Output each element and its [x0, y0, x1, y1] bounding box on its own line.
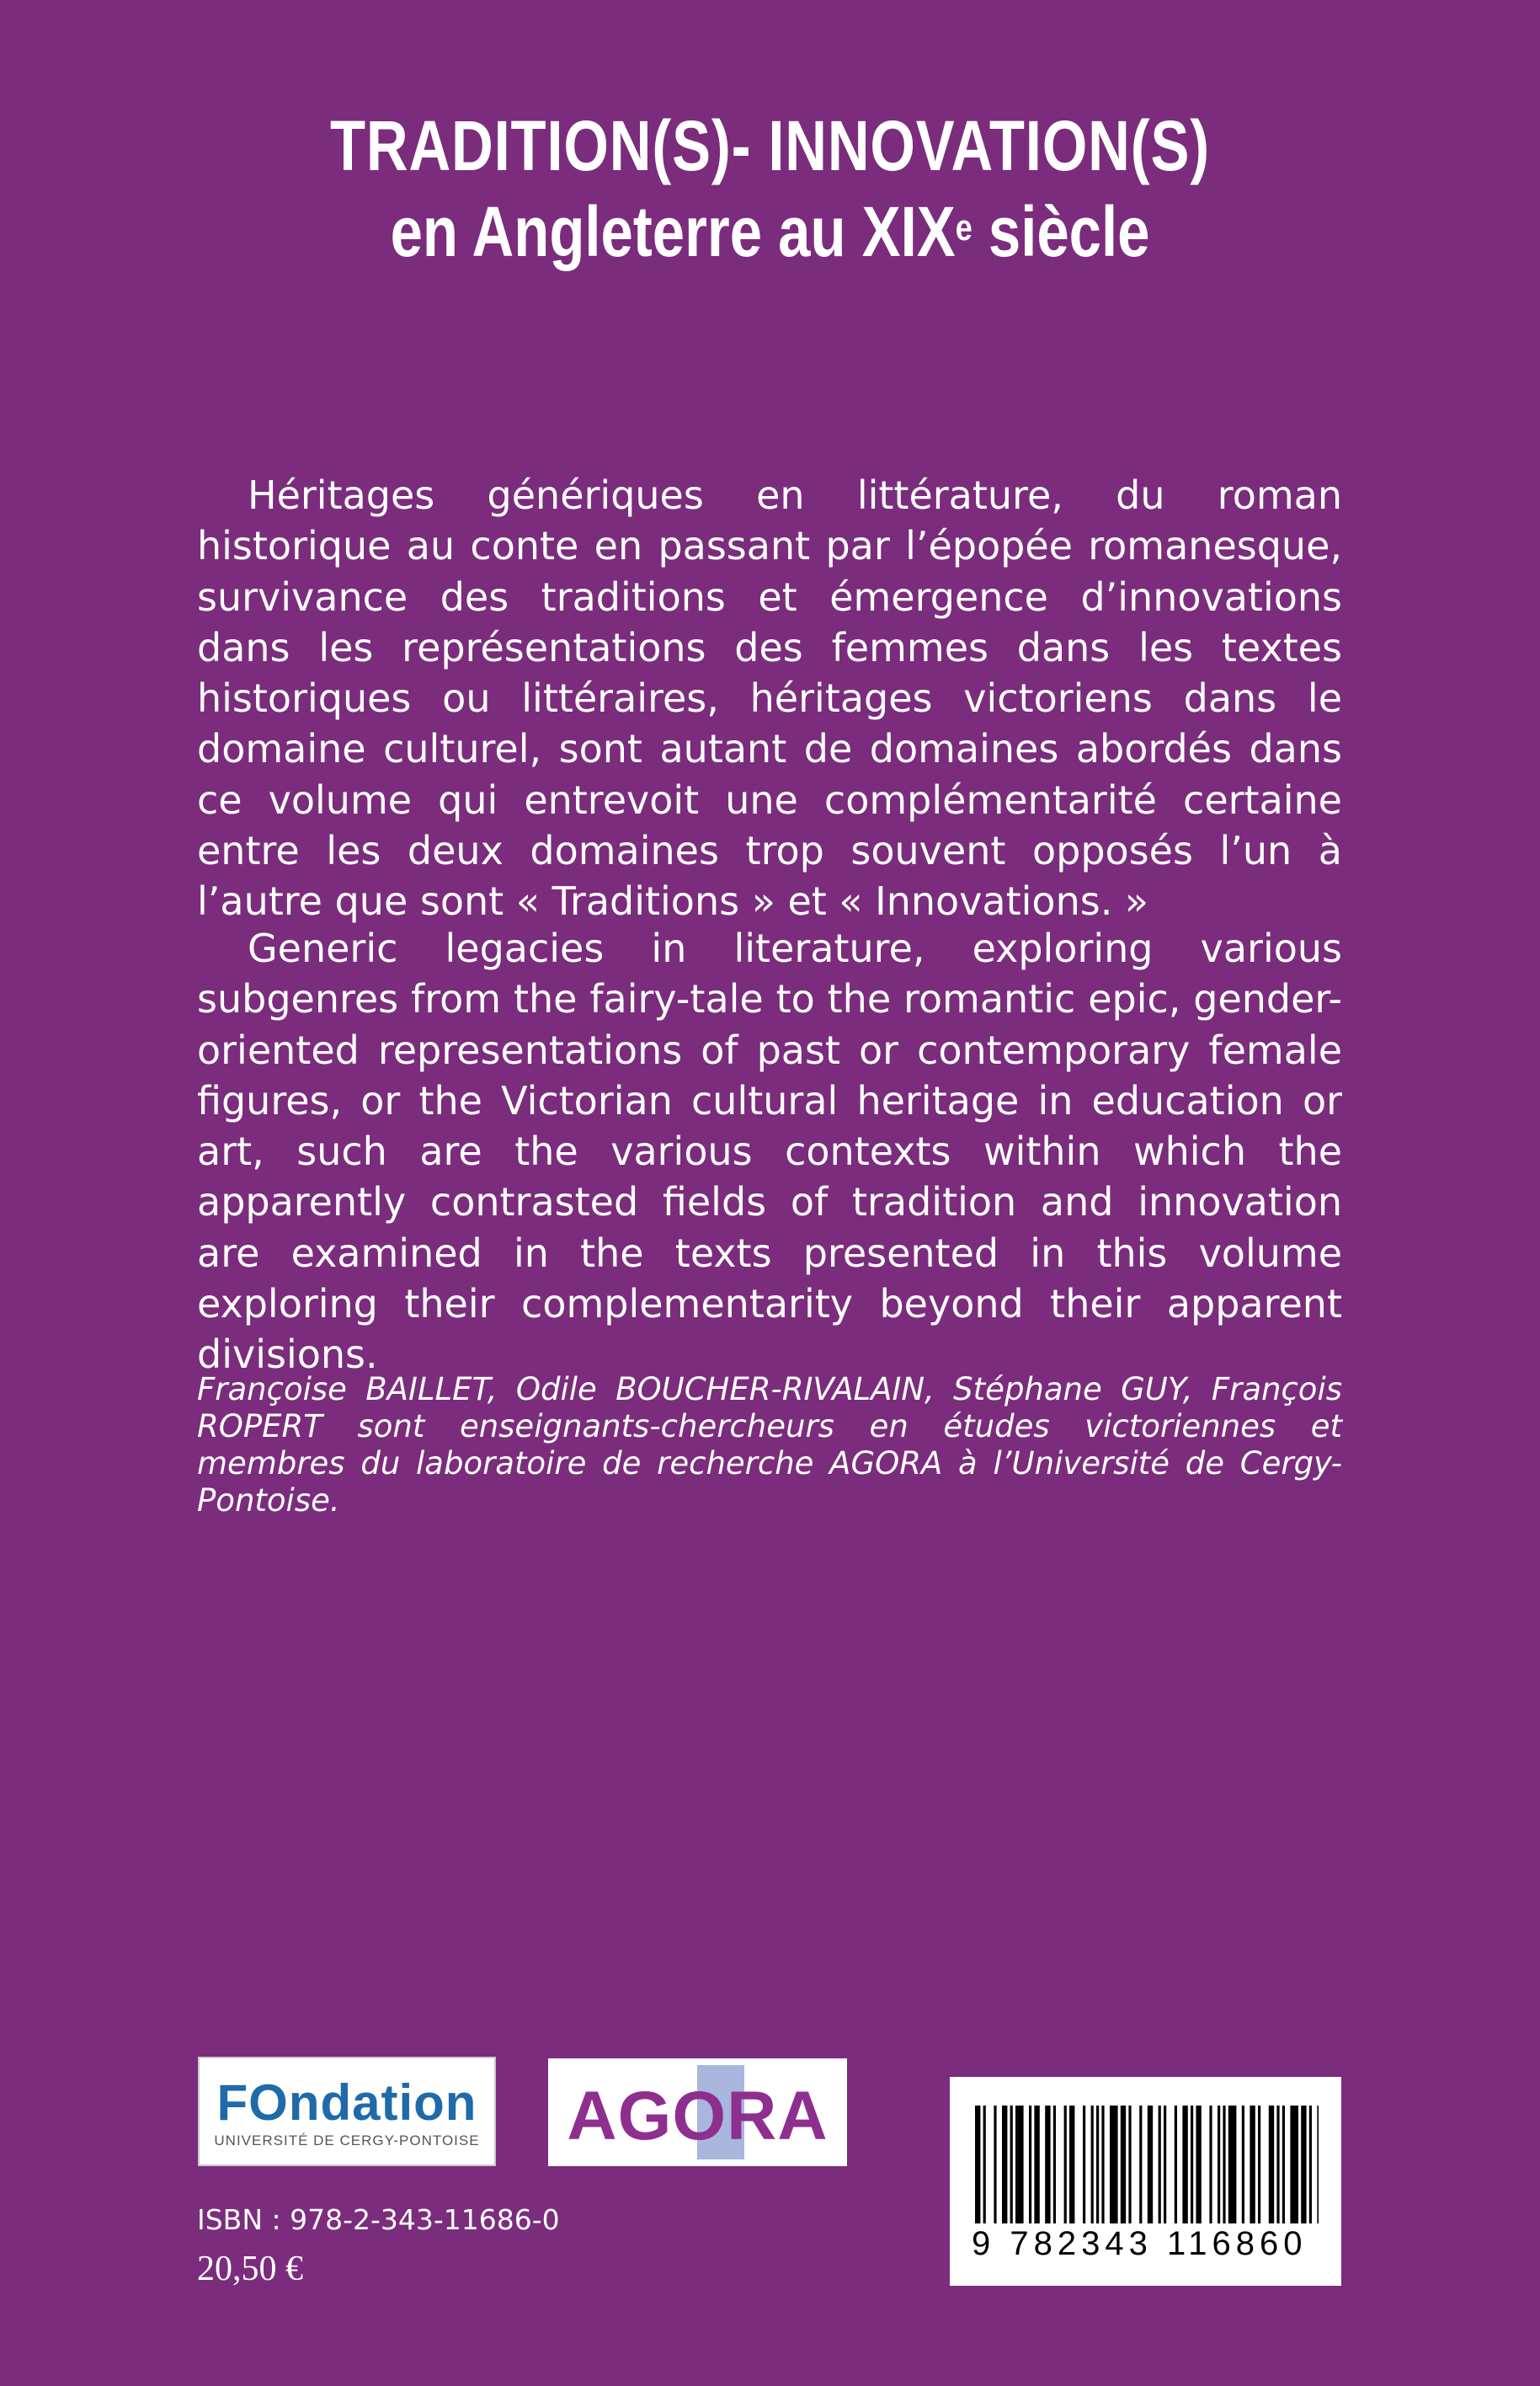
agora-logo-word: AGORA — [567, 2078, 829, 2154]
agora-logo — [548, 2058, 847, 2166]
french-summary: Héritages génériques en littérature, du roman historique au conte en passant par l’épopée romanesque, survivance des traditions et émergence d’innovations dans les représentations des femmes dans les textes historiques ou littéraires, héritages victoriens dans le domaine culturel, sont autant de domaines abordés dans ce volume qui entrevoit une complémentarité certaine entre les deux domaines trop souvent opposés l’un à l’autre que sont « Traditions » et « Innovations. » — [197, 472, 1342, 925]
barcode-bar — [1164, 2106, 1166, 2223]
barcode-bar — [1250, 2106, 1255, 2223]
book-title — [139, 103, 1402, 275]
title-superscript: e — [955, 207, 972, 248]
fondation-logo-subtitle: UNIVERSITÉ DE CERGY-PONTOISE — [214, 2132, 480, 2148]
barcode-bar — [1175, 2106, 1177, 2223]
barcode-bar — [1091, 2106, 1094, 2223]
barcode-bar — [1309, 2106, 1312, 2223]
barcode-bar — [1242, 2106, 1244, 2223]
barcode-bar — [1159, 2106, 1161, 2223]
barcode-bar — [1182, 2106, 1187, 2223]
barcode-bar — [1258, 2106, 1260, 2223]
barcode-bar — [1034, 2106, 1039, 2223]
title-line-1: TRADITION(S)- INNOVATION(S) — [329, 106, 1211, 185]
barcode-bar — [1053, 2106, 1056, 2223]
barcode-bar — [1196, 2106, 1201, 2223]
barcode-bar — [1110, 2106, 1118, 2223]
barcode-digits: 9 782343 116860 — [972, 2225, 1308, 2262]
barcode-bar — [983, 2106, 986, 2223]
barcode-bar — [994, 2106, 996, 2223]
fondation-logo — [198, 2057, 496, 2166]
barcode-bar — [1029, 2106, 1031, 2223]
title-line-2-main: en Angleterre au XIX — [390, 192, 956, 271]
barcode-bar — [1269, 2106, 1274, 2223]
price: 20,50 € — [197, 2250, 303, 2288]
barcode-bar — [1191, 2106, 1193, 2223]
barcode-bar — [1139, 2106, 1142, 2223]
barcode-bar — [1096, 2106, 1099, 2223]
barcode-bar — [1148, 2106, 1153, 2223]
barcode-bar — [1301, 2106, 1306, 2223]
barcode-bar — [1290, 2106, 1298, 2223]
barcode-bar — [1064, 2106, 1067, 2223]
title-line-2-end: siècle — [972, 192, 1150, 271]
barcode-bar — [1276, 2106, 1279, 2223]
barcode-bar — [1228, 2106, 1237, 2223]
barcode-bar — [975, 2106, 980, 2223]
title-line-2 — [139, 189, 1402, 275]
barcode-bars — [975, 2106, 1319, 2223]
barcode-bar — [1317, 2106, 1319, 2223]
barcode-bar — [1002, 2106, 1007, 2223]
barcode-bar — [1209, 2106, 1212, 2223]
barcode-bar — [1128, 2106, 1131, 2223]
barcode-bar — [1015, 2106, 1024, 2223]
authors-note: Françoise BAILLET, Odile BOUCHER-RIVALAIN, Stéphane GUY, François ROPERT sont enseignants-chercheurs en études victoriennes et membres du laboratoire de recherche AGORA à l’Université de Cergy-Pontoise. — [197, 1371, 1342, 1519]
barcode-bar — [1282, 2106, 1285, 2223]
barcode-bar — [1045, 2106, 1050, 2223]
barcode-bar — [1069, 2106, 1074, 2223]
barcode — [950, 2077, 1341, 2286]
barcode-bar — [1121, 2106, 1126, 2223]
barcode-bar — [1083, 2106, 1085, 2223]
barcode-bar — [1101, 2106, 1104, 2223]
barcode-bar — [1223, 2106, 1225, 2223]
fondation-logo-word: FOndation — [216, 2074, 477, 2131]
english-summary: Generic legacies in literature, exploring various subgenres from the fairy-tale to the romantic epic, gender-oriented representations of past or contemporary female figures, or the Victorian cultural heritage in education or art, such are the various contexts within which the apparently contrasted fields of tradition and innovation are examined in the texts presented in this volume exploring their complementarity beyond their apparent divisions. — [197, 926, 1342, 1378]
barcode-bar — [1010, 2106, 1013, 2223]
isbn: ISBN : 978-2-343-11686-0 — [197, 2203, 560, 2236]
barcode-bar — [1218, 2106, 1220, 2223]
